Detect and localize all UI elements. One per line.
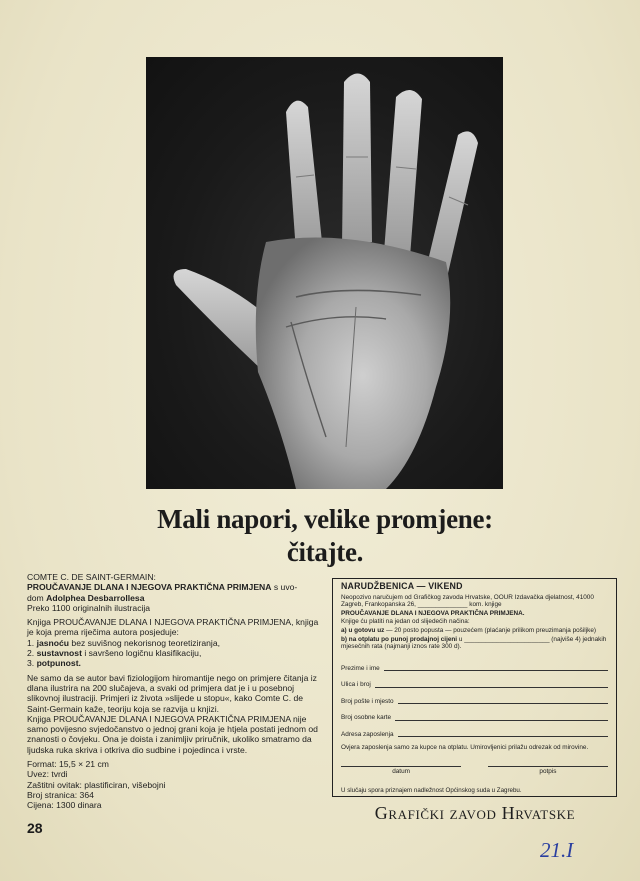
street-field[interactable]: Ulica i broj	[341, 672, 608, 689]
spec-item: Format: 15,5 × 21 cm	[27, 759, 109, 770]
qualities-list	[27, 638, 322, 669]
publisher-name: Grafički zavod Hrvatske	[374, 803, 576, 823]
book-illustrations: Preko 1100 originalnih ilustracija	[27, 602, 151, 613]
payment-option-b[interactable]: b) na otplatu po punoj prodajnoj cijeni u ________________________ (najviše 4) jednakih mjesečnih rata (najmanji iznos rate 300 d).	[341, 635, 607, 651]
order-book-title: PROUČAVANJE DLANA I NJEGOVA PRAKTIČNA PRIMJENA.	[341, 609, 525, 617]
employer-address-field[interactable]: Adresa zaposlenja	[341, 722, 608, 739]
name-field[interactable]: Prezime i ime	[341, 656, 608, 673]
hand-illustration	[146, 57, 503, 489]
employment-note: Ovjera zaposlenja samo za kupce na otplatu. Umirovljenici prilažu odrezak od mirovine.	[341, 744, 589, 752]
id-card-field[interactable]: Broj osobne karte	[341, 705, 608, 722]
book-title	[27, 582, 322, 592]
spec-item: Broj stranica: 364	[27, 789, 94, 800]
payment-option-a[interactable]: a) u gotovu uz — 20 posto popusta — pouzećem (plaćanje prilikom preuzimanja pošiljke)	[341, 626, 597, 634]
book-specs	[27, 759, 322, 810]
postal-city-field[interactable]: Broj pošte i mjesto	[341, 689, 608, 706]
handwritten-note: 21.I	[540, 838, 574, 862]
book-description	[27, 572, 322, 811]
book-author: COMTE C. DE SAINT-GERMAIN:	[27, 572, 156, 582]
order-form	[332, 578, 617, 797]
book-title-prefix: dom	[27, 592, 47, 603]
payment-intro: Knjige ću platiti na jedan od slijedećih načina:	[341, 618, 470, 626]
list-item: 3. potpunost.	[27, 658, 81, 669]
signature-row	[341, 766, 608, 776]
book-title-continued	[27, 593, 322, 603]
book-paragraph-2: Ne samo da se autor bavi fiziologijom hiromantije nego on primjere čitanja iz dlana ilustrira na 200 slučajeva, a svaki od primjera dat je i u posebnoj slikovnoj ilustraciji. Primjeri iz života »slijede u stopu«, kako Comte C. de Saint-Germain kaže, teoriju koja se razvija u knjizi.	[27, 672, 317, 714]
book-introducer: Adolphea Desbarrollesa	[46, 592, 145, 603]
spec-item: Zaštitni ovitak: plastificiran, višebojni	[27, 779, 166, 790]
order-intro: Neopozivo naručujem od Grafičkog zavoda Hrvatske, OOUR Izdavačka djelatnost, 41000 Zagreb, Frankopanska 26, ______________ kom. knjige	[341, 593, 594, 609]
headline	[95, 503, 555, 569]
headline-line-1: Mali napori, velike promjene:	[157, 504, 493, 534]
book-paragraph-1: Knjiga PROUČAVANJE DLANA I NJEGOVA PRAKTIČNA PRIMJENA, knjiga je koja prema riječima autora posjeduje:	[27, 617, 319, 638]
list-item: 1. jasnoću bez suvišnog nekorisnog teoretiziranja,	[27, 637, 220, 648]
spec-item: Uvez: tvrdi	[27, 769, 68, 780]
order-form-title: NARUDŽBENICA — VIKEND	[341, 581, 463, 591]
signature-field[interactable]: potpis	[488, 766, 608, 776]
page-number: 28	[27, 820, 43, 836]
date-field[interactable]: datum	[341, 766, 461, 776]
headline-line-2: čitajte.	[286, 537, 364, 567]
book-paragraph-3: Knjiga PROUČAVANJE DLANA I NJEGOVA PRAKTIČNA PRIMJENA nije samo povijesno svjedočanstvo o jednoj grani koja je htjela postati jednom od znanosti o čovjeku. Ona je doista i zanimljiv priručnik, ukoliko smatramo da ljudska ruka skriva i otkriva dio sudbine i pojedinca i vrste.	[27, 713, 318, 755]
book-title-main: PROUČAVANJE DLANA I NJEGOVA PRAKTIČNA PRIMJENA	[27, 582, 272, 593]
spec-item: Cijena: 1300 dinara	[27, 800, 102, 811]
book-title-suffix: s uvo-	[271, 582, 298, 593]
list-item: 2. sustavnost i savršeno logičnu klasifikaciju,	[27, 648, 202, 659]
order-fields	[341, 656, 608, 739]
palm-photo	[146, 57, 503, 489]
jurisdiction-note: U slučaju spora priznajem nadležnost Općinskog suda u Zagrebu.	[341, 787, 522, 795]
